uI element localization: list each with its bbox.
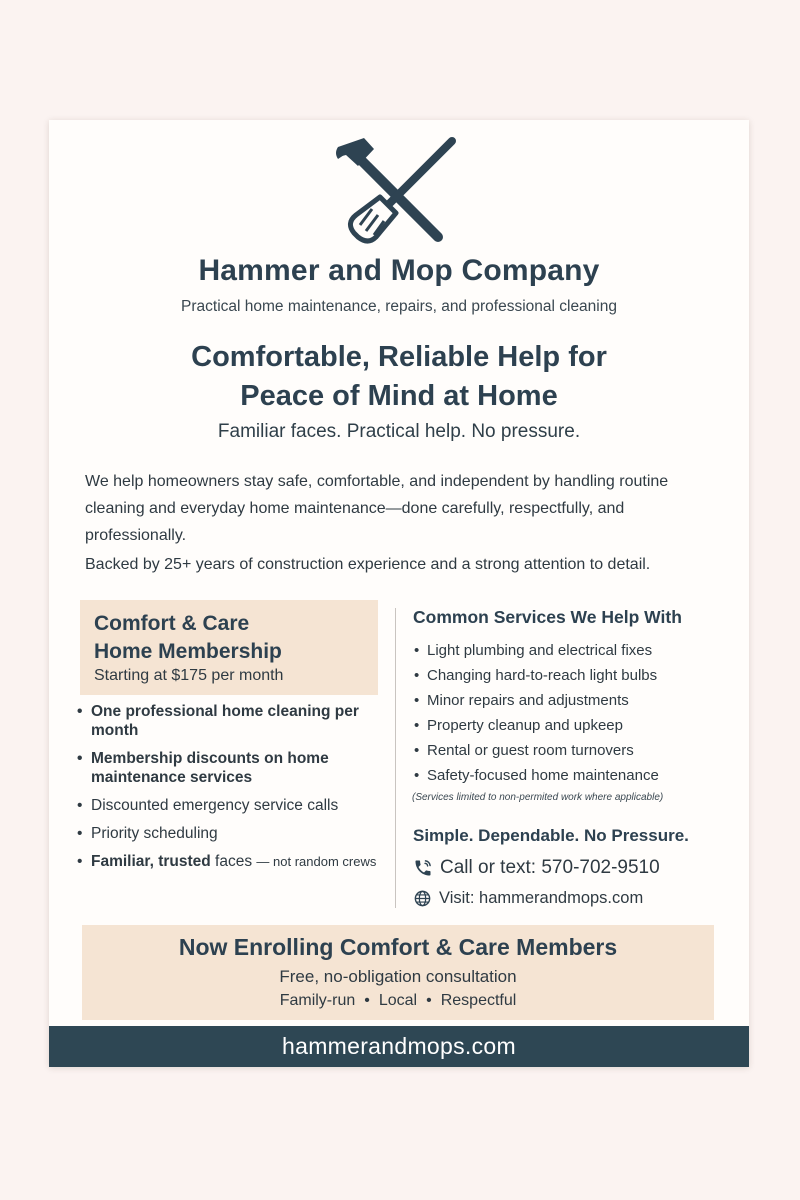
- hammer-and-mop-icon: [334, 133, 460, 245]
- benefit-item: • Membership discounts on home maintenance services: [75, 749, 395, 787]
- phone-text: Call or text: 570-702-9510: [440, 857, 660, 878]
- phone-icon: [413, 858, 433, 878]
- membership-title-line-2: Home Membership: [94, 640, 282, 663]
- company-name: Hammer and Mop Company: [198, 254, 600, 287]
- trait-separator: •: [426, 992, 432, 1009]
- footer-website[interactable]: hammerandmops.com: [282, 1033, 516, 1059]
- footer-website-bar[interactable]: [49, 1026, 749, 1067]
- membership-box: [80, 600, 378, 695]
- service-item: • Property cleanup and upkeep: [413, 713, 733, 738]
- membership-title: [94, 610, 282, 666]
- intro-paragraph: We help homeowners stay safe, comfortable, and independent by handling routine cleaning and everyday home maintenance—done carefully, respectfully, and professionally.: [85, 473, 669, 544]
- service-item: • Changing hard-to-reach light bulbs: [413, 663, 733, 688]
- service-item: • Light plumbing and electrical fixes: [413, 638, 733, 663]
- enrollment-subtitle: Free, no-obligation consultation: [279, 967, 517, 986]
- headline: [49, 338, 749, 416]
- membership-price: Starting at $175 per month: [94, 667, 284, 684]
- trait-item: Local: [378, 992, 418, 1009]
- benefit-bold-text: Familiar, trusted: [91, 853, 211, 870]
- trait-separator: •: [364, 992, 370, 1009]
- headline-line-2: Peace of Mind at Home: [240, 380, 558, 412]
- service-item: • Safety-focused home maintenance: [413, 763, 733, 788]
- headline-line-1: Comfortable, Reliable Help for: [191, 341, 607, 373]
- benefit-item: • One professional home cleaning per month: [75, 702, 395, 740]
- flyer: [49, 120, 749, 1067]
- services-list: [413, 638, 733, 788]
- benefit-suffix: — not random crews: [256, 854, 377, 869]
- benefit-item: [75, 852, 395, 871]
- globe-icon: [413, 889, 432, 908]
- enrollment-traits: [82, 992, 714, 1010]
- website-text: Visit: hammerandmops.com: [439, 889, 644, 907]
- column-divider: [395, 608, 396, 908]
- membership-benefits-list: [75, 702, 395, 880]
- motto: Simple. Dependable. No Pressure.: [413, 826, 689, 845]
- subheadline: Familiar faces. Practical help. No pressure.: [217, 421, 581, 442]
- trait-item: Family-run: [279, 992, 356, 1009]
- benefit-item: • Discounted emergency service calls: [75, 796, 395, 815]
- membership-title-line-1: Comfort & Care: [94, 612, 250, 635]
- benefit-text: faces: [215, 853, 253, 870]
- benefit-item: • Priority scheduling: [75, 824, 395, 843]
- service-item: • Minor repairs and adjustments: [413, 688, 733, 713]
- company-tagline: Practical home maintenance, repairs, and professional cleaning: [181, 298, 617, 315]
- service-item: • Rental or guest room turnovers: [413, 738, 733, 763]
- enrollment-banner: [82, 925, 714, 1020]
- trait-item: Respectful: [440, 992, 517, 1009]
- website-contact[interactable]: [413, 889, 643, 908]
- services-title: Common Services We Help With: [413, 607, 682, 627]
- experience-statement: Backed by 25+ years of construction experience and a strong attention to detail.: [85, 556, 651, 573]
- phone-contact[interactable]: [413, 857, 660, 879]
- services-note: (Services limited to non-permited work where applicable): [412, 792, 664, 803]
- enrollment-title: Now Enrolling Comfort & Care Members: [178, 934, 618, 960]
